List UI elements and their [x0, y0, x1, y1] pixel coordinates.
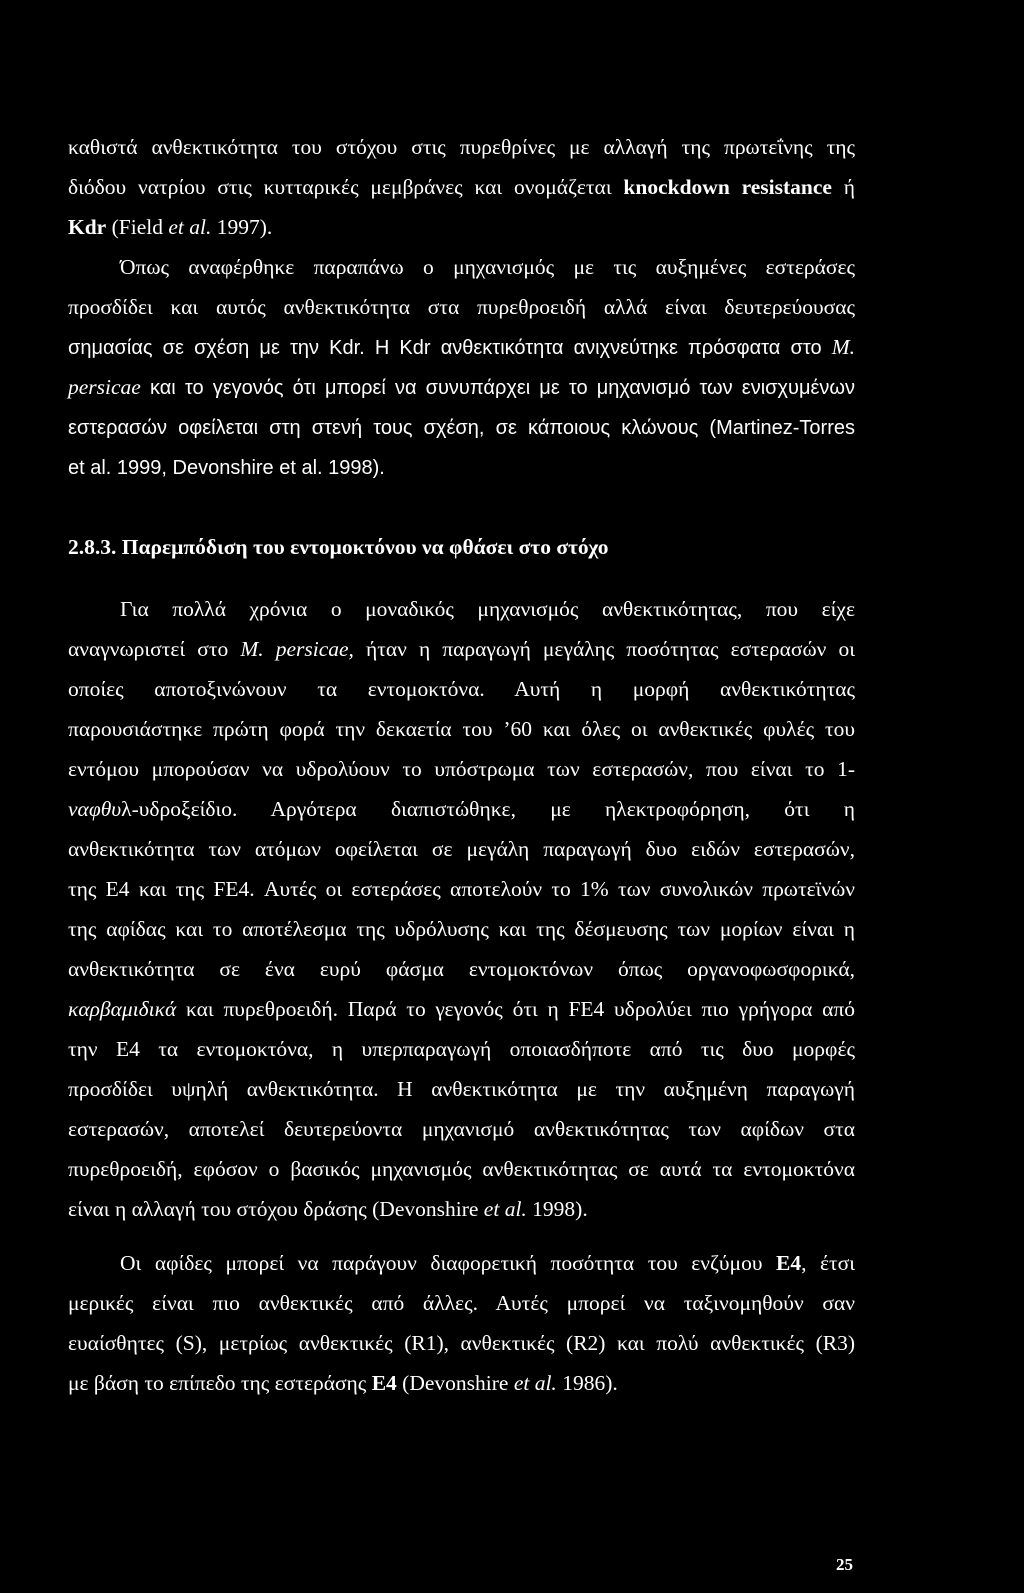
text-run: Για πολλά χρόνια ο μοναδικός μηχανισμός ανθεκτικότητας, που είχε [120, 597, 855, 621]
text-run: της E4 και της FE4. Αυτές οι εστεράσες αποτελούν το 1% των συνολικών πρωτεϊνών [68, 877, 855, 901]
text-line [68, 709, 855, 749]
text-run: 1998). [526, 1197, 588, 1221]
text-line [68, 1069, 855, 1109]
text-line [68, 989, 855, 1029]
text-line [120, 247, 855, 287]
text-run: et al. 1999, Devonshire et al. 1998). [68, 457, 385, 479]
text-line [68, 1283, 855, 1323]
text-run: προσδίδει και αυτός ανθεκτικότητα στα πυρεθροειδή αλλά είναι δευτερεύουσας [68, 295, 855, 319]
text-run: καθιστά ανθεκτικότητα του στόχου στις πυρεθρίνες με αλλαγή της πρωτεΐνης της [68, 135, 855, 159]
text-run: λ-υδροξείδιο. Αργότερα διαπιστώθηκε, με ηλεκτροφόρηση, ότι η [121, 797, 855, 821]
text-line [68, 367, 855, 407]
text-run: μερικές είναι πιο ανθεκτικές από άλλες. Αυτές μπορεί να ταξινομηθούν σαν [68, 1291, 855, 1315]
section-heading: 2.8.3. Παρεμπόδιση του εντομοκτόνου να φθάσει στο στόχο [68, 535, 609, 559]
text-run: ανθεκτικότητα σε ένα ευρύ φάσμα εντομοκτόνων όπως οργανοφωσφορικά, [68, 957, 855, 981]
text-run: παρουσιάστηκε πρώτη φορά την δεκαετία του ’60 και όλες οι ανθεκτικές φυλές του [68, 717, 855, 741]
page-number: 25 [836, 1555, 853, 1574]
text-run: σημασίας σε σχέση με την Kdr. Η Kdr ανθεκτικότητα ανιχνεύτηκε πρόσφατα στο [68, 337, 832, 359]
text-line [68, 1189, 855, 1229]
text-run: (Field [106, 215, 169, 239]
text-run: και πυρεθροειδή. Παρά το γεγονός ότι η FE4 υδρολύει πιο γρήγορα από [176, 997, 855, 1021]
text-line [68, 287, 855, 327]
text-run: ευαίσθητες (S), μετρίως ανθεκτικές (R1), ανθεκτικές (R2) και πολύ ανθεκτικές (R3) [68, 1331, 855, 1355]
text-line [68, 447, 855, 487]
text-run: εστερασών, αποτελεί δευτερεύοντα μηχανισμό ανθεκτικότητας των αφίδων στα [68, 1117, 855, 1141]
text-line [68, 909, 855, 949]
text-run: Οι αφίδες μπορεί να παράγουν διαφορετική ποσότητα του ενζύμου [120, 1251, 776, 1275]
text-run: ή [831, 175, 856, 199]
text-line [68, 829, 855, 869]
text-run: εστερασών οφείλεται στη στενή τους σχέση, σε κάποιους κλώνους (Martinez-Torres [68, 417, 855, 439]
bold-term: E4 [775, 1251, 802, 1275]
text-run: πυρεθροειδή, εφόσον ο βασικός μηχανισμός ανθεκτικότητας σε αυτά τα εντομοκτόνα [68, 1157, 855, 1181]
italic-text: M. persicae, [240, 637, 354, 661]
text-run: της αφίδας και το αποτέλεσμα της υδρόλυσης και της δέσμευσης των μορίων είναι η [68, 917, 855, 941]
italic-text: M. [831, 335, 855, 359]
text-line [68, 949, 855, 989]
text-line [68, 669, 855, 709]
text-line [68, 167, 855, 207]
text-line [120, 1243, 855, 1283]
bold-term: E4 [371, 1371, 397, 1395]
text-line [68, 789, 855, 829]
text-line [68, 629, 855, 669]
text-run: ανθεκτικότητα των ατόμων οφείλεται σε μεγάλη παραγωγή δυο ειδών εστερασών, [68, 837, 855, 861]
text-run: Όπως αναφέρθηκε παραπάνω ο μηχανισμός με τις αυξημένες εστεράσες [120, 255, 855, 279]
italic-text: et al. [483, 1197, 527, 1221]
text-run: , έτσι [801, 1251, 856, 1275]
text-run: εντόμου μπορούσαν να υδρολύουν το υπόστρωμα των εστερασών, που είναι το 1- [68, 757, 855, 781]
text-line [68, 1029, 855, 1069]
text-run: και το γεγονός ότι μπορεί να συνυπάρχει με το μηχανισμό των ενισχυμένων [140, 377, 855, 399]
italic-text: ναφθυ [68, 797, 122, 821]
text-line [68, 749, 855, 789]
bold-term: knockdown resistance [623, 175, 832, 199]
italic-text: persicae [68, 375, 141, 399]
text-run: 1997). [211, 215, 273, 239]
italic-text: et al. [513, 1371, 557, 1395]
text-line [68, 1363, 855, 1403]
text-line [68, 1109, 855, 1149]
text-line [68, 869, 855, 909]
text-run: ήταν η παραγωγή μεγάλης ποσότητας εστερασών οι [353, 637, 855, 661]
text-run: (Devonshire [396, 1371, 514, 1395]
text-line [68, 127, 855, 167]
italic-text: et al. [168, 215, 212, 239]
text-line [68, 1323, 855, 1363]
italic-text: καρβαμιδικά [68, 997, 177, 1021]
text-line [120, 589, 855, 629]
text-run: με βάση το επίπεδο της εστεράσης [68, 1371, 372, 1395]
text-run: οποίες αποτοξινώνουν τα εντομοκτόνα. Αυτή η μορφή ανθεκτικότητας [68, 677, 855, 701]
text-line [68, 407, 855, 447]
text-line [68, 327, 855, 367]
text-run: είναι η αλλαγή του στόχου δράσης (Devonshire [68, 1197, 484, 1221]
text-line [68, 1149, 855, 1189]
text-run: προσδίδει υψηλή ανθεκτικότητα. Η ανθεκτικότητα με την αυξημένη παραγωγή [68, 1077, 855, 1101]
bold-term: Kdr [68, 215, 107, 239]
text-run: διόδου νατρίου στις κυτταρικές μεμβράνες και ονομάζεται [68, 175, 624, 199]
text-run: 1986). [556, 1371, 618, 1395]
text-run: αναγνωριστεί στο [68, 637, 241, 661]
text-line [68, 207, 855, 247]
text-run: την E4 τα εντομοκτόνα, η υπερπαραγωγή οποιασδήποτε από τις δυο μορφές [68, 1037, 855, 1061]
